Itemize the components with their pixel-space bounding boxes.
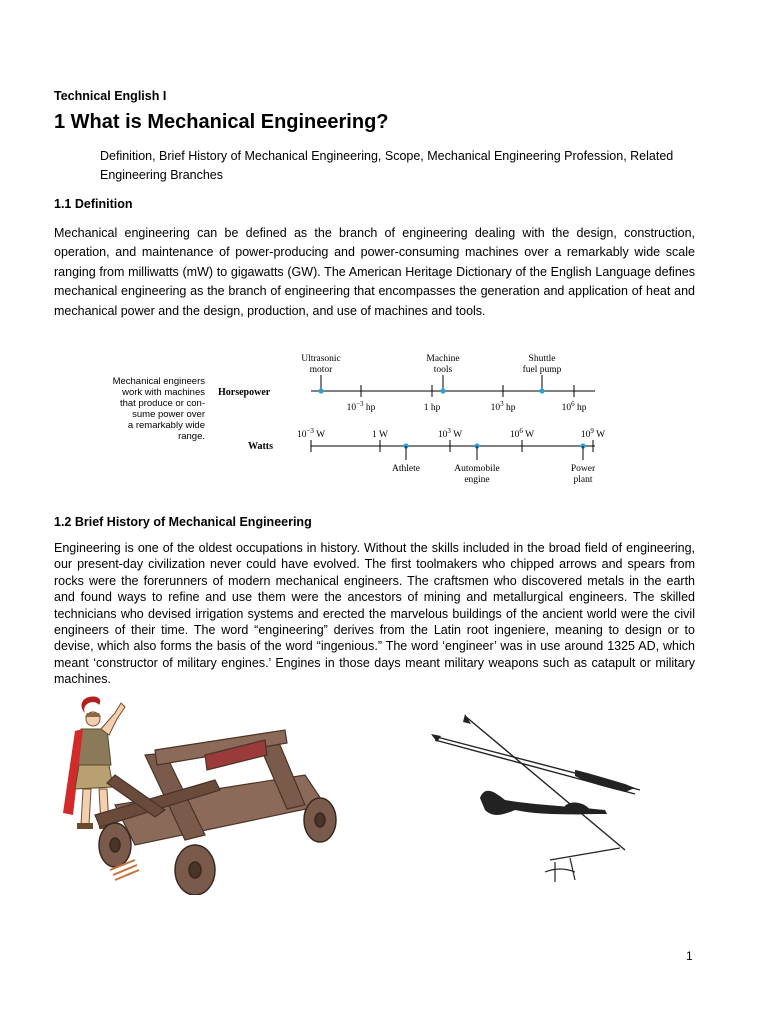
horsepower-tick-label: $10^{-3}$ hp (346, 400, 376, 413)
history-paragraph: Engineering is one of the oldest occupations in history. Without the skills included in the broad field of engineering, our present-day civilization never could have evolved. The first toolmakers who chipped arrows and spears from rocks were the forerunners of modern mechanical engineers. The craftsmen who discovered metals in the earth and found ways to refine and use them were the ancestors of mining and metallurgical engineers. The skilled technicians who devised irrigation systems and erected the marvelous buildings of the ancient world were the civil engineers of their time. The word “engineering” derives from the Latin root ingeniere, meaning to design or to devise, which also forms the basis of the word “ingenious.” The word ‘engineer’ was in use around 1325 AD, which meant ‘constructor of military engines.’ Engines in those days meant military weapons such as catapult or military machines. (54, 541, 695, 687)
definition-paragraph: Mechanical engineering can be defined as the branch of engineering dealing with the design, construction, operation, and maintenance of power-producing and power-consuming machines over a remarkably wide scale ranging from milliwatts (mW) to gigawatts (GW). The American Heritage Dictionary of the English Language defines mechanical engineering as the branch of engineering that encompasses the generation and application of heat and mechanical power and the design, production, and use of machines and tools. (54, 226, 695, 318)
horsepower-marker (440, 388, 445, 393)
chapter-topics: Definition, Brief History of Mechanical Engineering, Scope, Mechanical Engineering Profession, Related Engineering Branches (100, 149, 674, 182)
caption-line: sume power over (132, 409, 205, 420)
power-source-label: Power (570, 464, 596, 474)
power-source-label: Machine (426, 354, 460, 364)
power-source-label: tools (433, 365, 453, 375)
watts-tick-label: $10^6$ W (509, 427, 535, 440)
caption-line: a remarkably wide (127, 420, 205, 431)
power-scale-figure (90, 345, 620, 490)
power-source-label: Athlete (392, 464, 420, 474)
horsepower-tick-label: $10^6$ hp (561, 400, 587, 413)
power-source-label: engine (464, 475, 490, 485)
page-number: 1 (686, 949, 693, 963)
watts-tick-label: $10^9$ W (580, 427, 606, 440)
horsepower-marker (318, 388, 323, 393)
horsepower-axis-label: Horsepower (218, 387, 271, 398)
watts-tick-label: $10^3$ W (437, 427, 463, 440)
caption-line: work with machines (122, 387, 205, 398)
horsepower-marker (539, 388, 544, 393)
power-source-label: fuel pump (522, 365, 562, 375)
power-source-label: Shuttle (528, 354, 556, 364)
power-source-label: Ultrasonic (301, 354, 341, 364)
catapult-frame (95, 730, 325, 845)
power-source-label: Automobile (454, 464, 500, 474)
spear-tie (545, 848, 620, 882)
section-heading-history: 1.2 Brief History of Mechanical Engineering (54, 515, 312, 529)
page-title: 1 What is Mechanical Engineering? (54, 111, 389, 133)
caption-line: Mechanical engineers (112, 376, 205, 387)
caption-line: range. (178, 431, 205, 442)
spears-illustration (425, 710, 645, 890)
figure-caption (113, 376, 206, 442)
horsepower-tick-label: $10^3$ hp (490, 400, 516, 413)
spear-heads (431, 714, 635, 815)
power-source-label: plant (573, 475, 593, 485)
caption-line: that produce or con- (119, 398, 205, 409)
watts-tick-label: $10^{-3}$ W (296, 427, 326, 440)
course-name: Technical English I (54, 89, 167, 103)
catapult-illustration (55, 695, 355, 895)
watts-axis-label: Watts (248, 441, 273, 452)
horsepower-tick-label: 1 hp (423, 403, 441, 413)
watts-tick-label: 1 W (372, 430, 388, 440)
power-source-label: motor (309, 365, 333, 375)
section-heading-definition: 1.1 Definition (54, 197, 133, 211)
